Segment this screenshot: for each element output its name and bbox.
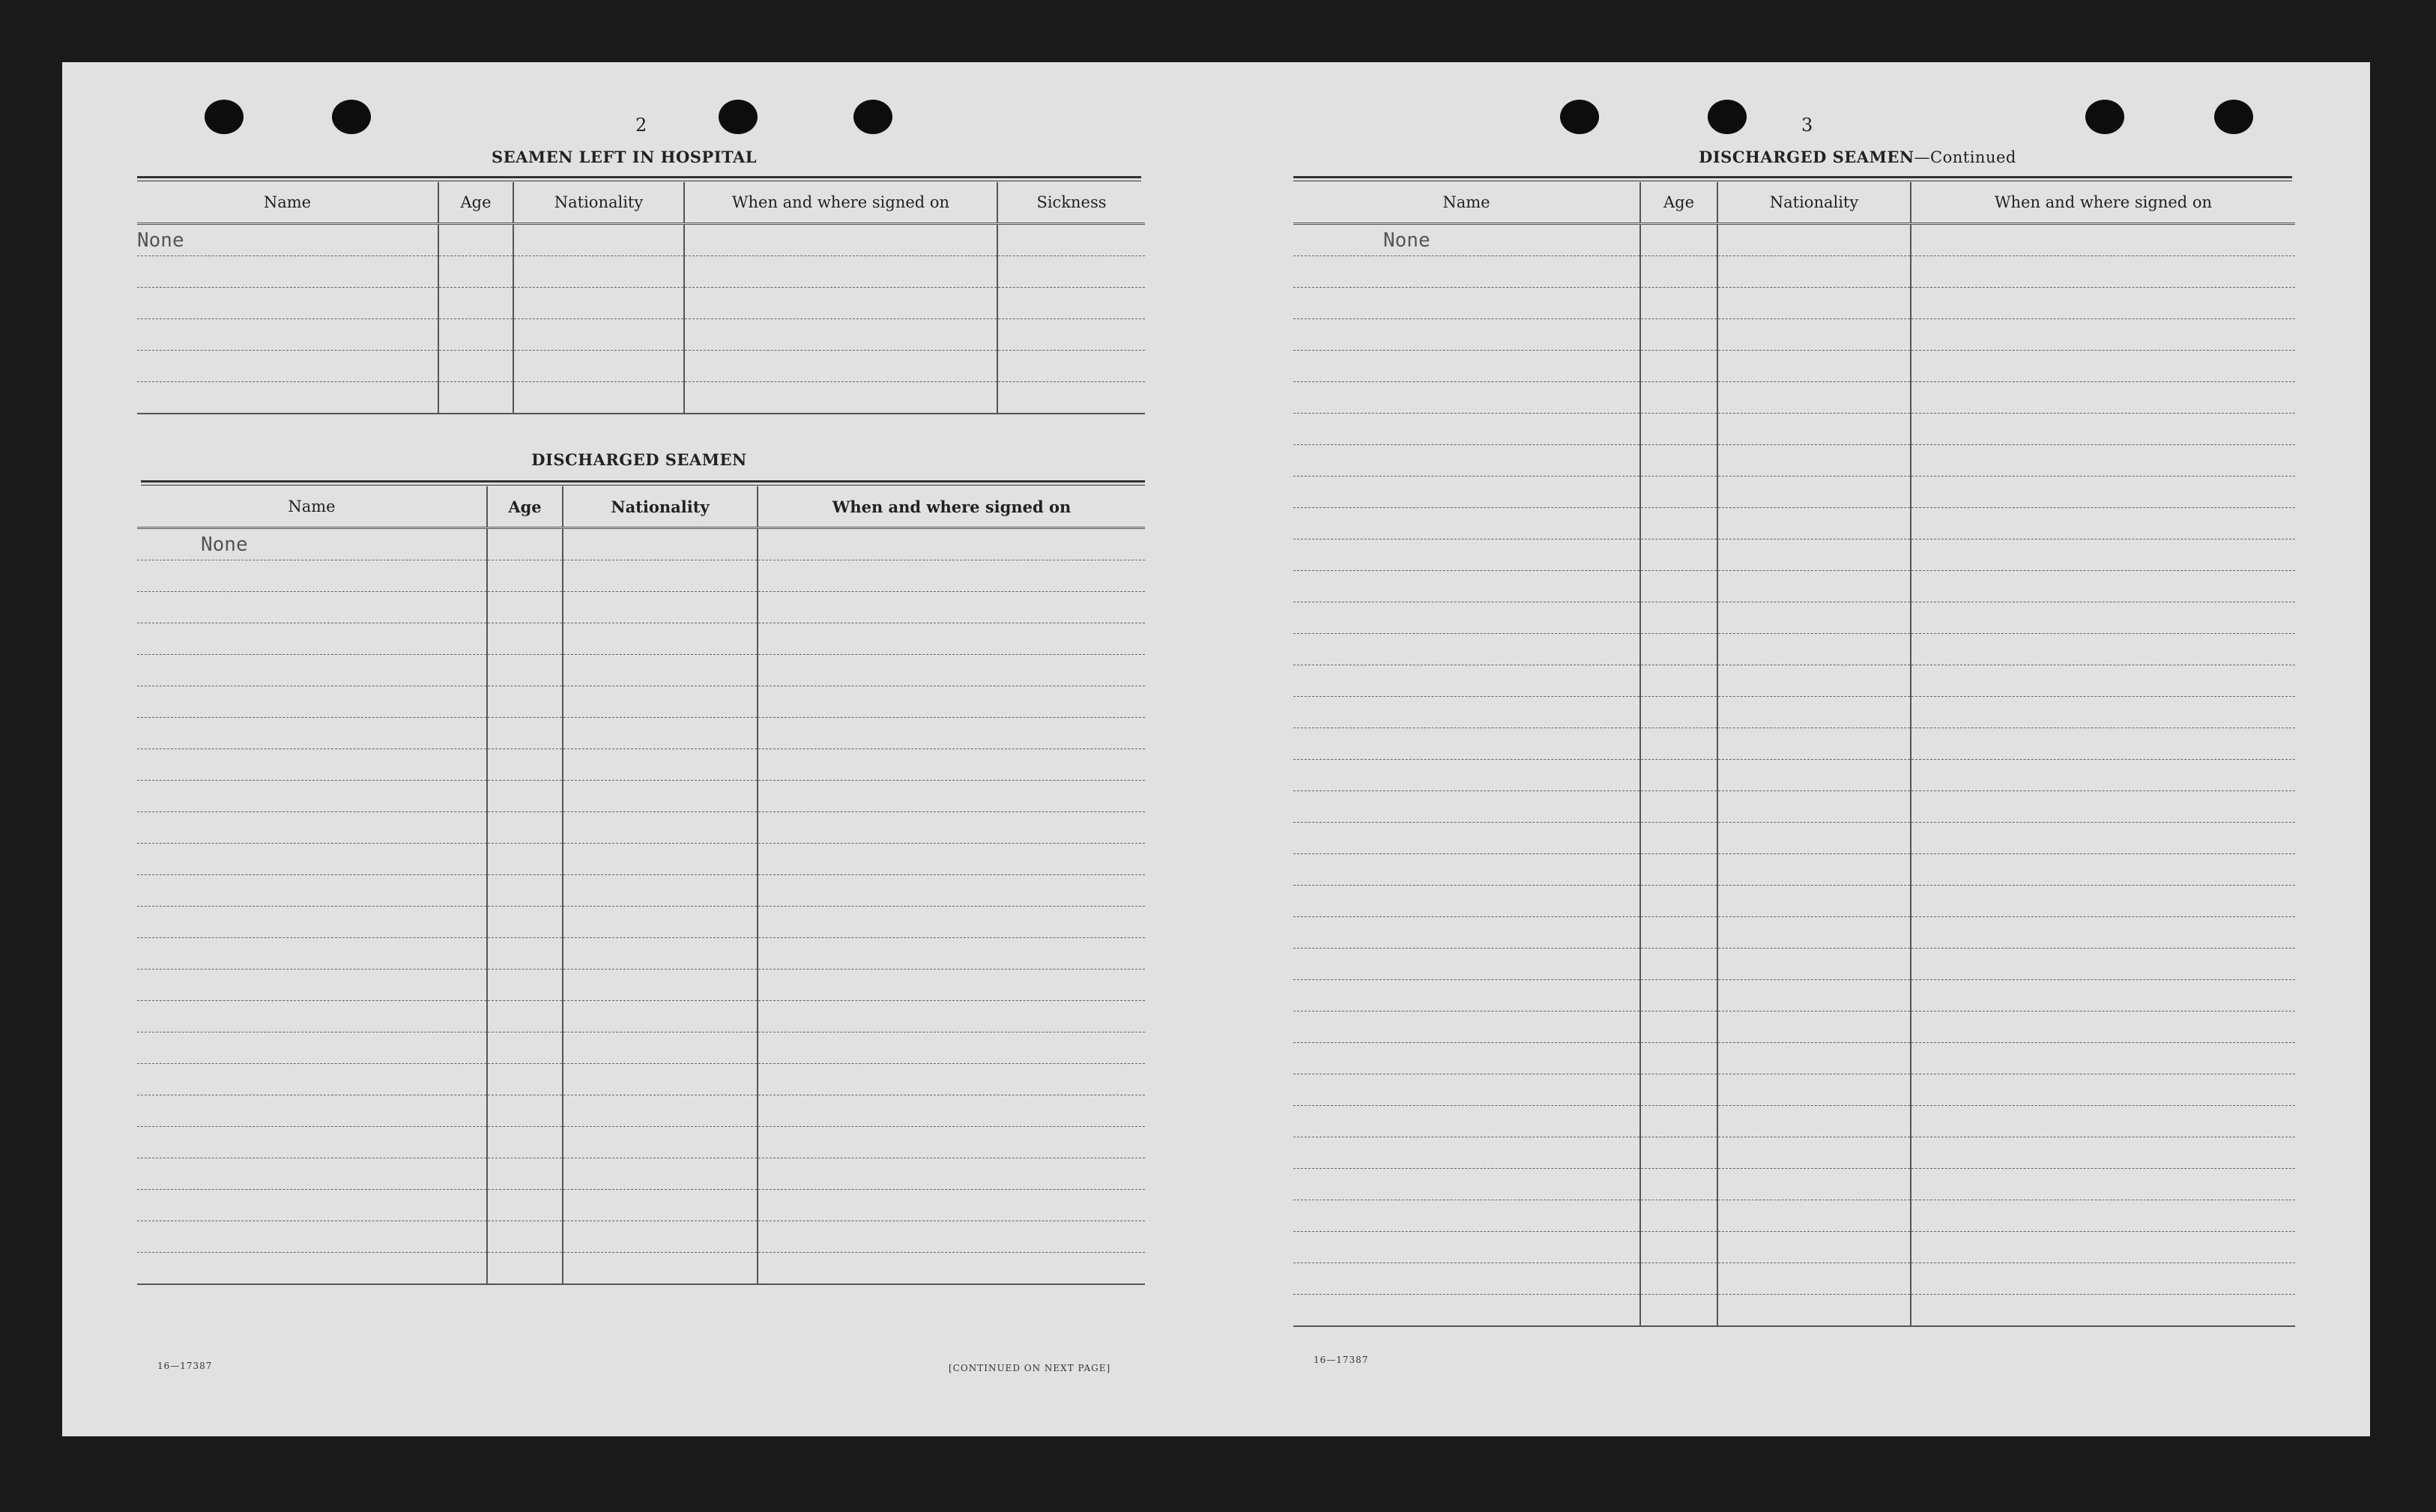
table-row (1293, 414, 2295, 445)
punch-hole (853, 100, 892, 134)
page-number: 2 (635, 115, 647, 136)
table-row (137, 718, 1145, 749)
table-row (137, 288, 1145, 319)
punch-hole (332, 100, 371, 134)
typed-entry: None (137, 224, 438, 256)
table-row (137, 1158, 1145, 1190)
table-row (1293, 823, 2295, 854)
table-row (1293, 697, 2295, 728)
table-row (1293, 760, 2295, 791)
column-header-signed-on: When and where signed on (684, 182, 997, 224)
punch-hole (1560, 100, 1599, 134)
column-header-sickness: Sickness (997, 182, 1145, 224)
hospital-table (137, 182, 1145, 414)
table-row (137, 1001, 1145, 1032)
table-row (137, 1253, 1145, 1285)
table-row (1293, 1137, 2295, 1169)
table-row (1293, 224, 2295, 256)
discharged-continued-title (1296, 148, 2420, 166)
table-row (1293, 1106, 2295, 1137)
table-row (137, 319, 1145, 351)
hospital-section-title: SEAMEN LEFT IN HOSPITAL (491, 148, 758, 166)
table-row (137, 875, 1145, 907)
table-row (137, 592, 1145, 623)
table-row (137, 655, 1145, 686)
column-header-name: Name (137, 486, 487, 528)
column-header-age: Age (487, 486, 563, 528)
table-row (137, 528, 1145, 560)
table-row (137, 256, 1145, 288)
table-row (1293, 980, 2295, 1011)
table-row (137, 1190, 1145, 1221)
form-number: 16—17387 (157, 1361, 213, 1371)
column-header-age: Age (438, 182, 513, 224)
table-row (1293, 886, 2295, 917)
column-header-name: Name (1293, 182, 1640, 224)
table-row (1293, 351, 2295, 382)
section-rule (137, 176, 1141, 181)
title-main: DISCHARGED SEAMEN (1699, 148, 1914, 166)
table-row (1293, 949, 2295, 980)
table-row (137, 560, 1145, 592)
table-row (137, 623, 1145, 655)
table-row (1293, 508, 2295, 539)
table-row (1293, 791, 2295, 823)
table-row (1293, 917, 2295, 949)
table-row (1293, 665, 2295, 697)
column-header-age: Age (1640, 182, 1717, 224)
table-row (137, 844, 1145, 875)
column-header-nationality: Nationality (563, 486, 758, 528)
table-row (137, 1095, 1145, 1127)
table-row (1293, 1295, 2295, 1327)
table-row (1293, 602, 2295, 634)
punch-hole (1708, 100, 1747, 134)
section-rule (1293, 176, 2292, 181)
table-row (1293, 1169, 2295, 1200)
table-row (1293, 445, 2295, 477)
continued-note: [CONTINUED ON NEXT PAGE] (949, 1363, 1111, 1373)
table-row (137, 749, 1145, 781)
discharged-continued-table (1293, 182, 2295, 1327)
table-row (1293, 382, 2295, 414)
table-row (1293, 477, 2295, 508)
column-header-signed-on: When and where signed on (758, 486, 1145, 528)
page-number: 3 (1801, 115, 1813, 136)
table-row (1293, 1043, 2295, 1074)
title-suffix: —Continued (1914, 148, 2016, 166)
table-row (1293, 634, 2295, 665)
table-row (1293, 288, 2295, 319)
table-row (1293, 1232, 2295, 1263)
discharged-section-title: DISCHARGED SEAMEN (531, 450, 747, 469)
punch-hole (205, 100, 244, 134)
table-row (137, 1064, 1145, 1095)
discharged-table (137, 486, 1145, 1285)
table-row (1293, 1263, 2295, 1295)
table-row (1293, 539, 2295, 571)
column-header-nationality: Nationality (513, 182, 684, 224)
table-row (1293, 854, 2295, 886)
table-row (137, 907, 1145, 938)
table-row (1293, 571, 2295, 602)
punch-hole (719, 100, 758, 134)
table-row (137, 1127, 1145, 1158)
column-header-name: Name (137, 182, 438, 224)
table-row (137, 224, 1145, 256)
table-row (1293, 1011, 2295, 1043)
table-row (137, 781, 1145, 812)
table-row (137, 970, 1145, 1001)
table-row (137, 1221, 1145, 1253)
table-row (137, 938, 1145, 970)
column-header-signed-on: When and where signed on (1911, 182, 2295, 224)
punch-hole (2085, 100, 2124, 134)
form-number: 16—17387 (1314, 1355, 1369, 1365)
table-row (137, 1032, 1145, 1064)
table-row (1293, 1074, 2295, 1106)
table-row (1293, 728, 2295, 760)
section-rule (141, 480, 1145, 486)
column-header-nationality: Nationality (1717, 182, 1911, 224)
table-row (1293, 256, 2295, 288)
table-row (137, 351, 1145, 382)
typed-entry: None (137, 528, 487, 560)
table-row (137, 686, 1145, 718)
typed-entry: None (1293, 224, 1640, 256)
punch-hole (2214, 100, 2253, 134)
table-row (137, 382, 1145, 414)
table-row (1293, 319, 2295, 351)
ledger-sheet (62, 62, 2370, 1436)
table-row (137, 812, 1145, 844)
table-row (1293, 1200, 2295, 1232)
